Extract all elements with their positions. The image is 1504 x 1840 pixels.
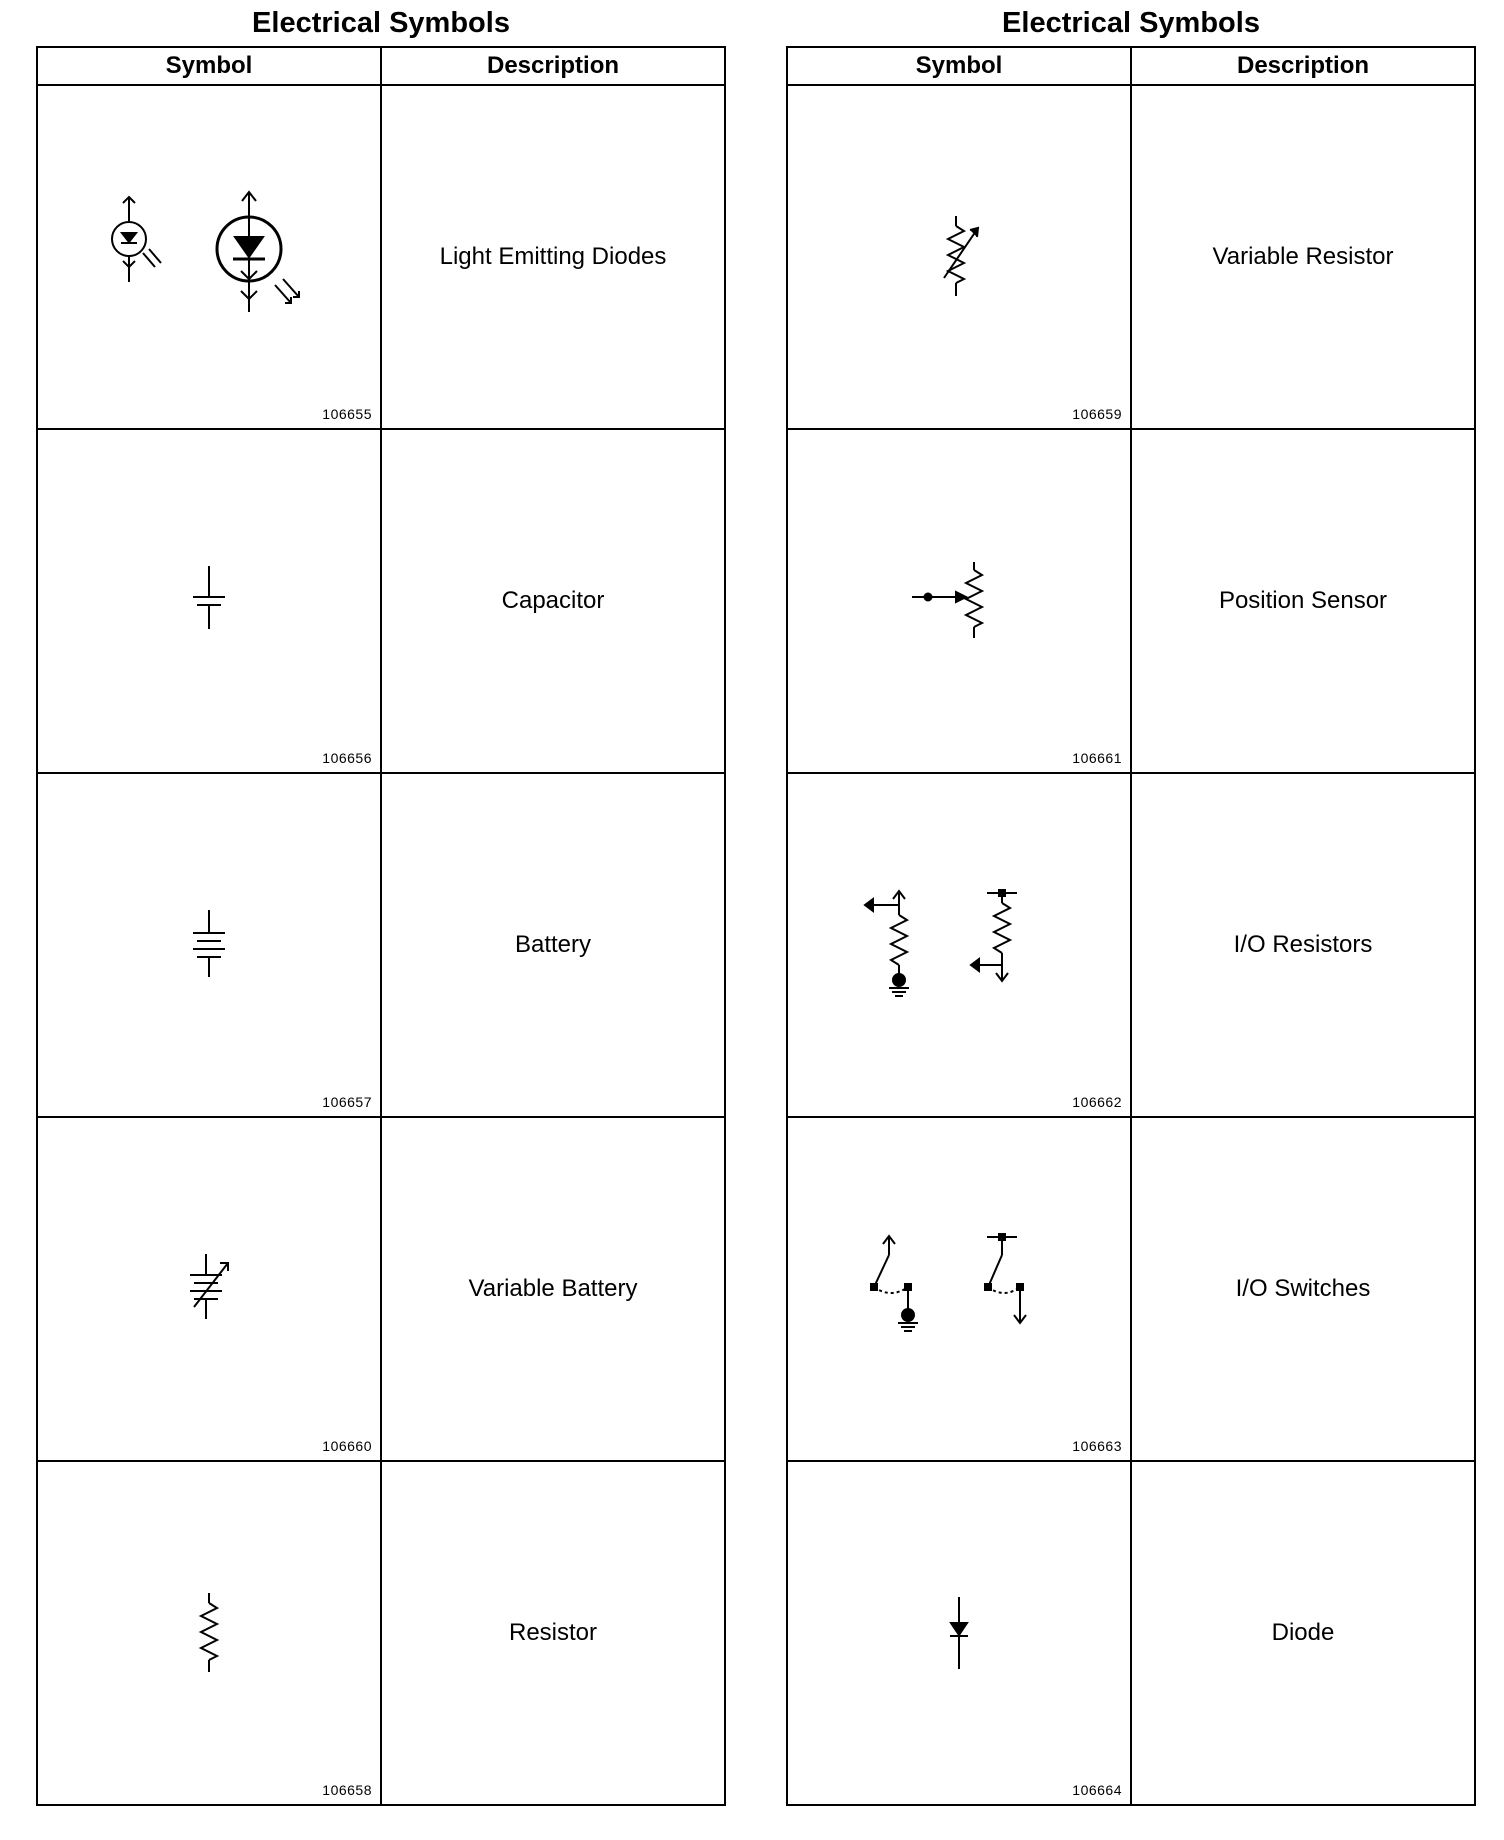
- left-symbols-panel: [36, 0, 726, 1806]
- table-row: [37, 1461, 725, 1805]
- figure-code: 106656: [322, 750, 372, 766]
- variable-battery-symbol-icon: [174, 1249, 244, 1329]
- position-sensor-symbol-icon: [904, 556, 1014, 646]
- description-column-header: Description: [1131, 47, 1475, 85]
- symbol-cell: [37, 85, 381, 429]
- symbol-cell: [37, 1117, 381, 1461]
- description-column-header: Description: [381, 47, 725, 85]
- symbol-description: Position Sensor: [1218, 587, 1388, 614]
- figure-code: 106655: [322, 406, 372, 422]
- symbol-description: Capacitor: [501, 587, 605, 614]
- description-cell: [381, 429, 725, 773]
- symbol-cell: [787, 773, 1131, 1117]
- symbol-description: I/O Resistors: [1233, 931, 1373, 958]
- symbol-column-header: Symbol: [787, 47, 1131, 85]
- symbol-description: I/O Switches: [1235, 1275, 1371, 1302]
- figure-code: 106660: [322, 1438, 372, 1454]
- symbol-description: Resistor: [508, 1619, 598, 1646]
- description-cell: [381, 85, 725, 429]
- symbol-cell: [787, 429, 1131, 773]
- table-row: [787, 773, 1475, 1117]
- figure-code: 106663: [1072, 1438, 1122, 1454]
- symbols-table-right: [786, 46, 1476, 1806]
- table-row: [37, 1117, 725, 1461]
- description-cell: [1131, 85, 1475, 429]
- symbol-column-header: Symbol: [37, 47, 381, 85]
- figure-code: 106658: [322, 1782, 372, 1798]
- battery-symbol-icon: [179, 905, 239, 985]
- figure-code: 106664: [1072, 1782, 1122, 1798]
- description-cell: [381, 773, 725, 1117]
- table-row: [37, 429, 725, 773]
- symbol-cell: [787, 1117, 1131, 1461]
- capacitor-symbol-icon: [179, 561, 239, 641]
- description-cell: [1131, 429, 1475, 773]
- description-cell: [381, 1117, 725, 1461]
- page-title-right: Electrical Symbols: [1002, 7, 1260, 39]
- variable-resistor-symbol-icon: [924, 212, 994, 302]
- table-row: [787, 429, 1475, 773]
- symbol-description: Diode: [1271, 1619, 1335, 1646]
- io-switches-symbol-icon: [859, 1229, 1059, 1349]
- table-row: [787, 1117, 1475, 1461]
- resistor-symbol-icon: [184, 1588, 234, 1678]
- symbol-description: Battery: [514, 931, 592, 958]
- description-cell: [1131, 1117, 1475, 1461]
- description-cell: [381, 1461, 725, 1805]
- symbols-table-left: [36, 46, 726, 1806]
- diode-symbol-icon: [939, 1593, 979, 1673]
- symbol-cell: [37, 773, 381, 1117]
- symbol-description: Variable Battery: [468, 1275, 638, 1302]
- description-cell: [1131, 773, 1475, 1117]
- figure-code: 106661: [1072, 750, 1122, 766]
- symbol-description: Variable Resistor: [1212, 243, 1394, 270]
- table-row: [37, 85, 725, 429]
- io-resistors-symbol-icon: [859, 885, 1059, 1005]
- figure-code: 106662: [1072, 1094, 1122, 1110]
- light-emitting-diodes-symbol-icon: [99, 187, 319, 327]
- symbol-cell: [787, 85, 1131, 429]
- symbol-cell: [787, 1461, 1131, 1805]
- table-row: [787, 85, 1475, 429]
- right-symbols-panel: [786, 0, 1476, 1806]
- description-cell: [1131, 1461, 1475, 1805]
- table-row: [37, 773, 725, 1117]
- table-row: [787, 1461, 1475, 1805]
- symbol-description: Light Emitting Diodes: [439, 243, 667, 270]
- symbol-cell: [37, 429, 381, 773]
- page-title-left: Electrical Symbols: [252, 7, 510, 39]
- figure-code: 106659: [1072, 406, 1122, 422]
- figure-code: 106657: [322, 1094, 372, 1110]
- symbol-cell: [37, 1461, 381, 1805]
